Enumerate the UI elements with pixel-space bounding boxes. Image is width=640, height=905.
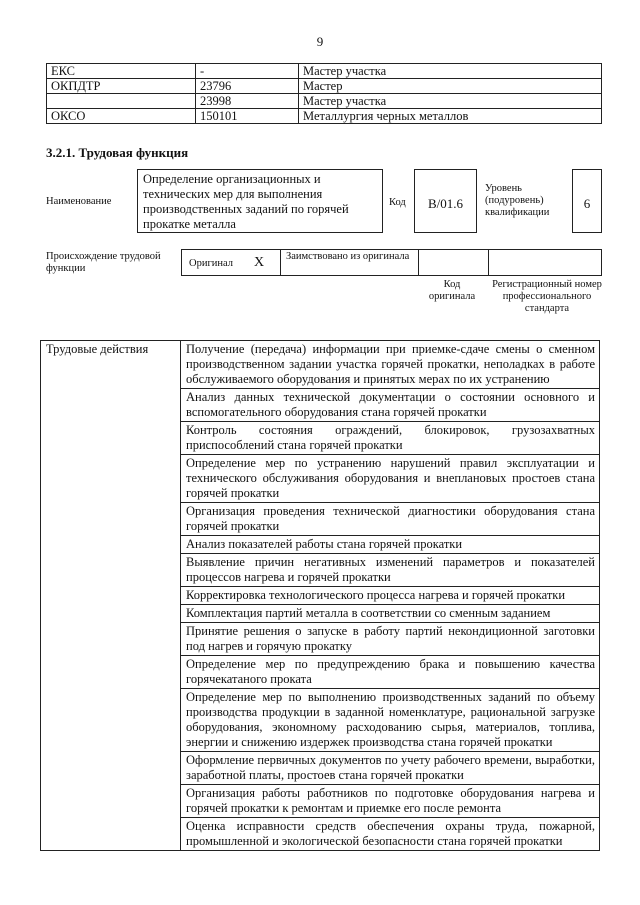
classifier-number: - xyxy=(196,64,299,79)
origin-box xyxy=(181,249,602,276)
classifier-name: Металлургия черных металлов xyxy=(299,109,602,124)
classifier-number: 23796 xyxy=(196,79,299,94)
labor-action-item: Оформление первичных документов по учету рабочего времени, выработки, заработной платы, простоев стана горячей прокатки xyxy=(181,752,600,785)
function-name-value: Определение организационных и технических мер для выполнения производственных заданий по горячей прокатке металла xyxy=(143,172,349,231)
code-label: Код xyxy=(389,197,406,208)
classifier-code: ЕКС xyxy=(47,64,196,79)
original-label: Оригинал xyxy=(189,258,233,269)
labor-action-item: Получение (передача) информации при приемке-сдаче смены о сменном производственном задании участка горячей прокатки, неполадках в работе обслуживаемого оборудования и принятых мерах по их устранению xyxy=(181,341,600,389)
level-label: Уровень (подуровень) квалификации xyxy=(485,183,550,218)
labor-action-row xyxy=(41,341,600,389)
classifier-row xyxy=(47,94,602,109)
function-name-box xyxy=(137,169,383,233)
labor-actions-table xyxy=(40,340,600,851)
classifier-table xyxy=(46,63,602,124)
section-title: 3.2.1. Трудовая функция xyxy=(46,145,189,160)
labor-action-item: Комплектация партий металла в соответствии со сменным заданием xyxy=(181,605,600,623)
classifier-row xyxy=(47,79,602,94)
level-box xyxy=(572,169,602,233)
classifier-code: ОКПДТР xyxy=(47,79,196,94)
code-original-caption: Код оригинала xyxy=(428,279,476,302)
classifier-row xyxy=(47,109,602,124)
labor-actions-label: Трудовые действия xyxy=(41,341,181,851)
function-code-box xyxy=(414,169,477,233)
classifier-name: Мастер xyxy=(299,79,602,94)
labor-action-item: Организация работы работников по подготовке оборудования нагрева и горячей прокатки к ремонтам и приемке его после ремонта xyxy=(181,785,600,818)
labor-action-item: Анализ показателей работы стана горячей прокатки xyxy=(181,536,600,554)
labor-action-item: Оценка исправности средств обеспечения охраны труда, пожарной, промышленной и экологической безопасности стана горячей прокатки xyxy=(181,818,600,851)
classifier-number: 150101 xyxy=(196,109,299,124)
classifier-code xyxy=(47,94,196,109)
labor-action-item: Корректировка технологического процесса нагрева и горячей прокатки xyxy=(181,587,600,605)
labor-action-item: Организация проведения технической диагностики оборудования стана горячей прокатки xyxy=(181,503,600,536)
reg-number-caption: Регистрационный номер профессионального стандарта xyxy=(492,279,602,314)
classifier-name: Мастер участка xyxy=(299,94,602,109)
labor-action-item: Определение мер по устранению нарушений правил эксплуатации и технического обслуживания оборудования и внеплановых простоев стана горячей прокатки xyxy=(181,455,600,503)
labor-action-item: Контроль состояния ограждений, блокировок, грузозахватных приспособлений стана горячей прокатки xyxy=(181,422,600,455)
function-code-value: B/01.6 xyxy=(427,196,464,211)
labor-action-item: Определение мер по предупреждению брака и повышению качества горячекатаного проката xyxy=(181,656,600,689)
origin-label: Происхождение трудовой функции xyxy=(46,251,161,274)
labor-action-item: Анализ данных технической документации о состоянии основного и вспомогательного оборудования стана горячей прокатки xyxy=(181,389,600,422)
classifier-code: ОКСО xyxy=(47,109,196,124)
level-value: 6 xyxy=(583,196,591,211)
labor-action-item: Принятие решения о запуске в работу партий некондиционной заготовки под нагрев и горячую прокатку xyxy=(181,623,600,656)
classifier-name: Мастер участка xyxy=(299,64,602,79)
classifier-number: 23998 xyxy=(196,94,299,109)
borrowed-label: Заимствовано из оригинала xyxy=(286,251,410,262)
classifier-row xyxy=(47,64,602,79)
original-mark: X xyxy=(254,255,265,270)
name-label: Наименование xyxy=(46,196,112,207)
labor-action-item: Определение мер по выполнению производственных заданий по объему производства продукции в заданной номенклатуре, рациональной загрузке оборудования, экономному расходованию сырья, материалов, топлива, энергии и снижению издержек производства стана горячей прокатки xyxy=(181,689,600,752)
page-number: 9 xyxy=(316,34,324,49)
labor-action-item: Выявление причин негативных изменений параметров и показателей процессов нагрева и горячей прокатки xyxy=(181,554,600,587)
